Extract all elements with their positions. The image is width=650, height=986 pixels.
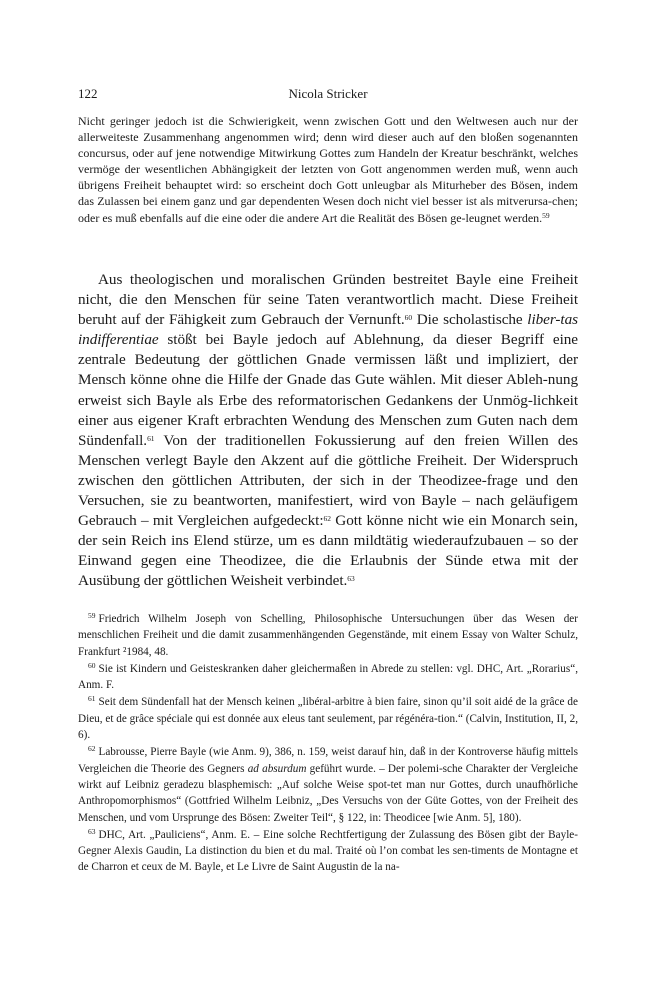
body-text-2: Die scholastische [412, 311, 528, 329]
footnote-62 [78, 744, 578, 825]
quote-text: Nicht geringer jedoch ist die Schwierigkeit, wenn zwischen Gott und den Weltwesen auch nur der allerweiteste Zusammenhang angenommen wird; denn wird dieser auch auf den bloßen sogenannten concursus, oder auf jene notwendige Mitwirkung Gottes zum Handeln der Kreatur beschränkt, welches vermöge der wesentlichen Abhängigkeit der letzten von Gott angenommen werden muß, wenn auch übrigens Freiheit behauptet wird: so erscheint doch Gott unleugbar als Miturheber des Bösen, indem das Zulassen bei einem ganz und gar dependenten Wesen doch nicht viel besser ist als mitverursa-chen; oder es muß ebenfalls auf die eine oder die andere Art die Realität des Bösen ge-leugnet werden. [78, 114, 578, 225]
footnote-number: 62 [88, 744, 96, 754]
body-text-3: stößt bei Bayle jedoch auf Ablehnung, da dieser Begriff eine zentrale Bedeutung der göttlichen Gnade vermissen läßt und impliziert, der Mensch könne ohne die Hilfe der Gnade das Gute wählen. Mit dieser Ableh-nung erweist sich Bayle als Erbe des reformatorischen Gedankens der Unmög-lichkeit einer aus eigener Kraft erbrachten Wendung des Menschen zum Guten nach dem Sündenfall. [78, 331, 578, 449]
footnote-ref-63: 63 [347, 574, 355, 584]
footnote-text: Friedrich Wilhelm Joseph von Schelling, Philosophische Untersuchungen über das Wesen der menschlichen Freiheit und die damit zusammenhängenden Gegenstände, mit einem Essay von Walter Schulz, Frankfurt ²1984, 48. [78, 613, 578, 658]
footnote-ref-61: 61 [147, 433, 155, 443]
footnote-63 [78, 827, 578, 876]
page-header [78, 86, 578, 104]
footnote-number: 61 [88, 694, 96, 704]
footnote-text: Labrousse, Pierre Bayle (wie Anm. 9), 386, n. 159, weist darauf hin, daß in der Kontroverse häufig mittels Vergleichen die Theorie des Gegners [78, 746, 578, 775]
latin-term: liber-tas indifferentiae [78, 311, 578, 349]
footnote-ref-62: 62 [323, 514, 331, 524]
footnote-text: DHC, Art. „Pauliciens“, Anm. E. – Eine solche Rechtfertigung der Zulassung des Bösen gibt der Bayle-Gegner Alexis Gaudin, La distinction du bien et du mal. Traité où l’on combat les sen-timents de Montagne et de Charron et ceux de M. Bayle, et Le Livre de Saint Augustin de la na- [78, 828, 578, 874]
footnote-ref-60: 60 [404, 313, 413, 323]
footnote-59 [78, 611, 578, 660]
running-head: Nicola Stricker [288, 86, 368, 101]
body-text-5: Gott könne nicht wie ein Monarch sein, der sein Reich ins Elend stürze, um es dann mildtätig wiederaufzubauen – so der Einwand gegen eine Theodizee, die die Erlaubnis der Sünde etwa mit der Ausübung der göttlichen Weisheit verbindet. [78, 512, 578, 590]
footnote-ref-59: 59 [542, 210, 550, 220]
footnote-61 [78, 694, 578, 743]
footnote-number: 60 [88, 660, 96, 670]
block-quote [78, 113, 578, 226]
footnote-number: 59 [88, 611, 96, 620]
body-paragraph [78, 270, 578, 592]
footnote-60 [78, 661, 578, 694]
footnote-text: geführt wurde. – Der polemi-sche Charakter der Vergleiche wirkt auf Leibniz geradezu blasphemisch: „Auf solche Weise spot-tet man nur Gottes, durch unaufhörliche Anthropomorphismos“ (Gottfried Wilhelm Leibniz, „Des Versuchs von der Güte Gottes, von der Freiheit des Menschen, und vom Ursprunge des Bösen: Zweiter Teil“, § 122, in: Theodicee [wie Anm. 5], 180). [78, 762, 578, 824]
footnote-text: Seit dem Sündenfall hat der Mensch keinen „libéral-arbitre à bien faire, sinon qu’il soit aidé de la grâce de Dieu, et de grâce spéciale qui est donnée aux eleus tant seulement, par régénéra-tion.“ (Calvin, Institution, II, 2, 6). [78, 696, 578, 742]
page-number: 122 [78, 86, 98, 101]
body-text-4: Von der traditionellen Fokussierung auf den freien Willen des Menschen verlegt Bayle den Akzent auf die göttliche Freiheit. Der Widerspruch zwischen den göttlichen Attributen, der sich in der Theodizee-frage und den Versuchen, sie zu beantworten, manifestiert, wird von Bayle – nach geläufigem Gebrauch – mit Vergleichen aufgedeckt: [78, 431, 578, 530]
footnote-number: 63 [88, 826, 96, 836]
body-text-1: Aus theologischen und moralischen Gründen bestreitet Bayle eine Freiheit nicht, die den Menschen für seine Taten verantwortlich macht. Diese Freiheit beruht auf der Fähigkeit zum Gebrauch der Vernunft. [78, 271, 578, 329]
footnote-text: Sie ist Kindern und Geisteskranken daher gleichermaßen in Abrede zu stellen: vgl. DHC, Art. „Rorarius“, Anm. F. [78, 662, 578, 692]
footnotes [78, 611, 578, 877]
footnote-italic: ad absurdum [247, 762, 307, 775]
